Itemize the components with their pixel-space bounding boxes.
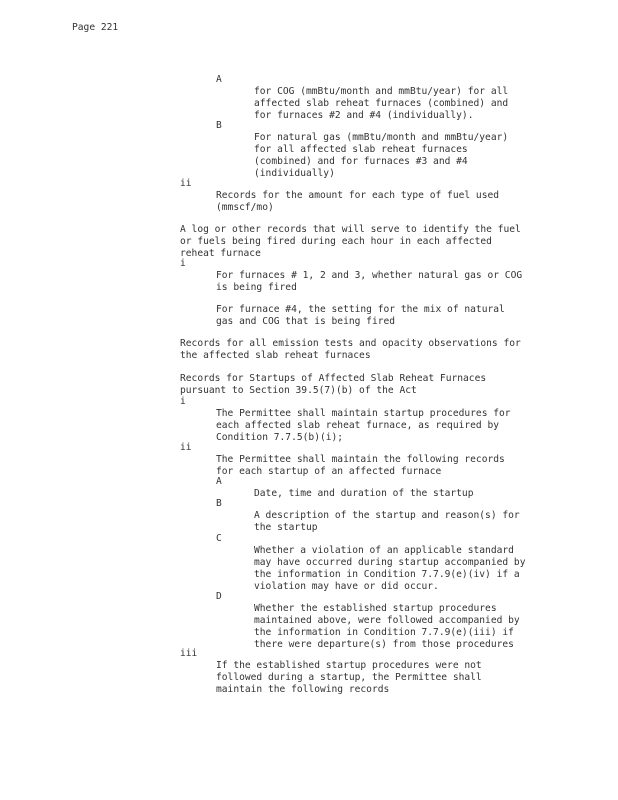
text-line: If the established startup procedures were not	[216, 660, 482, 671]
text-line: A log or other records that will serve to identify the fuel	[180, 224, 521, 235]
text-line: For natural gas (mmBtu/month and mmBtu/year)	[254, 132, 509, 143]
item-label: D	[216, 591, 222, 602]
text-line: there were departure(s) from those procedures	[254, 639, 514, 650]
item-label: i	[180, 396, 186, 407]
text-line: for COG (mmBtu/month and mmBtu/year) for all	[254, 86, 509, 97]
text-line: for furnaces #2 and #4 (individually).	[254, 110, 474, 121]
text-line: For furnace #4, the setting for the mix of natural	[216, 304, 505, 315]
text-line: Records for all emission tests and opacity observations for	[180, 338, 521, 349]
text-line: For furnaces # 1, 2 and 3, whether natural gas or COG	[216, 270, 523, 281]
item-label: A	[216, 74, 222, 85]
text-line: violation may have or did occur.	[254, 581, 439, 592]
text-line: Date, time and duration of the startup	[254, 488, 474, 499]
text-line: pursuant to Section 39.5(7)(b) of the Act	[180, 385, 417, 396]
text-line: the information in Condition 7.7.9(e)(iv) if a	[254, 569, 520, 580]
text-line: A description of the startup and reason(s) for	[254, 510, 520, 521]
paragraph	[216, 648, 482, 708]
text-line: Whether the established startup procedures	[254, 603, 497, 614]
text-line: each affected slab reheat furnace, as required by	[216, 420, 500, 431]
text-line: (combined) and for furnaces #3 and #4	[254, 156, 468, 167]
page-number: Page 221	[72, 22, 119, 33]
item-label: i	[180, 258, 186, 269]
item-label: B	[216, 120, 222, 131]
text-line: the information in Condition 7.7.9(e)(iii) if	[254, 627, 514, 638]
text-line: maintain the following records	[216, 684, 390, 695]
item-label: iii	[180, 648, 198, 659]
item-label: C	[216, 533, 222, 544]
text-line: (individually)	[254, 168, 335, 179]
text-line: Whether a violation of an applicable standard	[254, 545, 514, 556]
item-label: ii	[180, 178, 192, 189]
text-line: reheat furnace	[180, 248, 261, 259]
text-line: Records for the amount for each type of fuel used	[216, 190, 500, 201]
item-label: B	[216, 498, 222, 509]
text-line: The Permittee shall maintain startup procedures for	[216, 408, 511, 419]
text-line: gas and COG that is being fired	[216, 316, 396, 327]
text-line: Records for Startups of Affected Slab Reheat Furnaces	[180, 373, 487, 384]
item-label: ii	[180, 442, 192, 453]
text-line: is being fired	[216, 282, 297, 293]
text-line: for each startup of an affected furnace	[216, 466, 442, 477]
text-line: for all affected slab reheat furnaces	[254, 144, 468, 155]
item-label: A	[216, 476, 222, 487]
text-line: the startup	[254, 522, 318, 533]
text-line: affected slab reheat furnaces (combined) and	[254, 98, 509, 109]
text-line: maintained above, were followed accompanied by	[254, 615, 520, 626]
text-line: The Permittee shall maintain the following records	[216, 454, 505, 465]
text-line: or fuels being fired during each hour in each affected	[180, 236, 492, 247]
text-line: (mmscf/mo)	[216, 202, 274, 213]
text-line: may have occurred during startup accompanied by	[254, 557, 526, 568]
text-line: Condition 7.7.5(b)(i);	[216, 432, 344, 443]
text-line: the affected slab reheat furnaces	[180, 350, 371, 361]
text-line: followed during a startup, the Permittee shall	[216, 672, 482, 683]
